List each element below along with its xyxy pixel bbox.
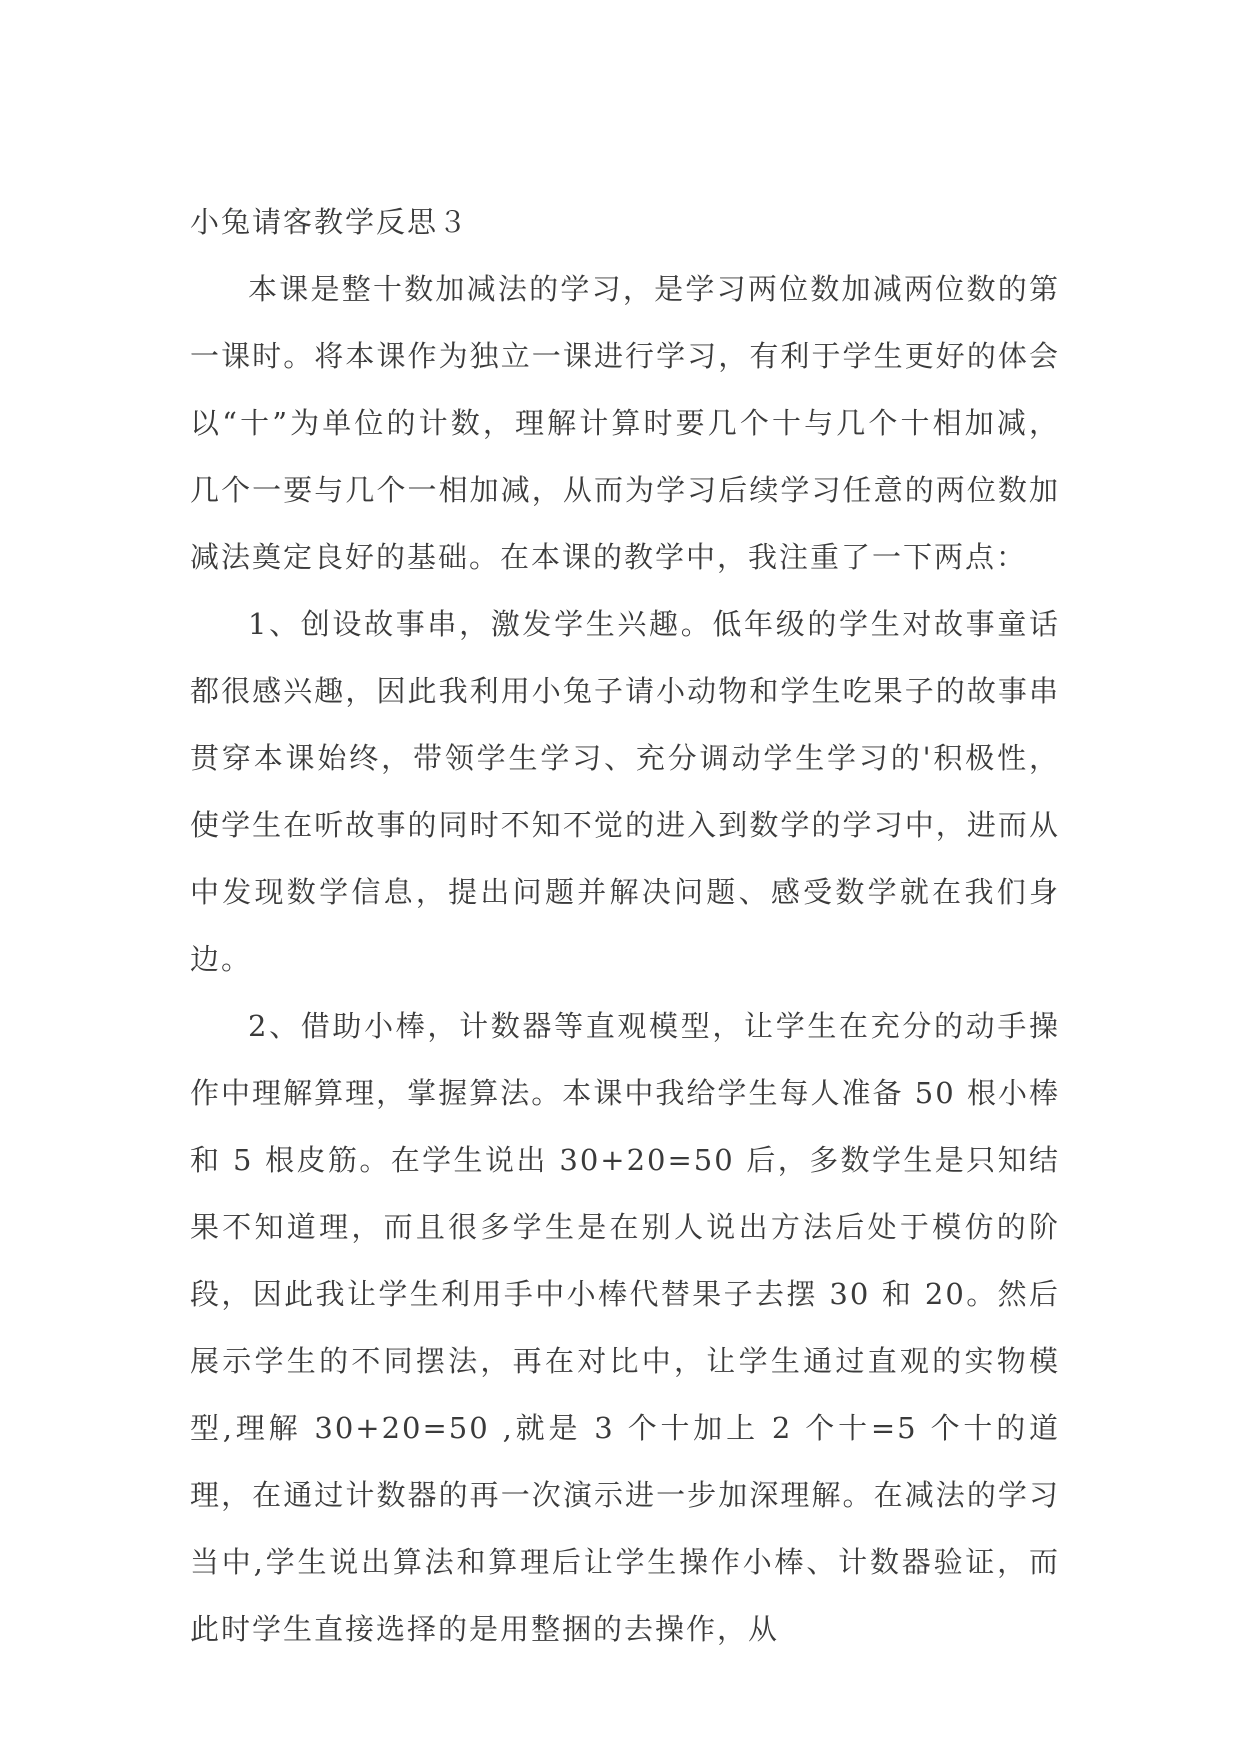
document-title: 小兔请客教学反思３ (190, 205, 470, 239)
paragraph-point-1: 1、创设故事串，激发学生兴趣。低年级的学生对故事童话都很感兴趣，因此我利用小兔子请小动物和学生吃果子的故事串贯穿本课始终，带领学生学习、充分调动学生学习的'积极性，使学生在听故事的同时不知不觉的进入到数学的学习中，进而从中发现数学信息，提出问题并解决问题、感受数学就在我们身边。 (190, 607, 1060, 976)
document-body (190, 189, 1060, 1663)
paragraph-point-2: 2、借助小棒，计数器等直观模型，让学生在充分的动手操作中理解算理，掌握算法。本课中我给学生每人准备 50 根小棒和 5 根皮筋。在学生说出 30+20=50 后，多数学生是只知结果不知道理，而且很多学生是在别人说出方法后处于模仿的阶段，因此我让学生利用手中小棒代替果子去摆 30 和 20。然后展示学生的不同摆法，再在对比中，让学生通过直观的实物模型,理解 30+20=50 ,就是 3 个十加上 2 个十=5 个十的道理，在通过计数器的再一次演示进一步加深理解。在减法的学习当中,学生说出算法和算理后让学生操作小棒、计数器验证，而此时学生直接选择的是用整捆的去操作，从 (190, 1009, 1060, 1646)
paragraph-intro: 本课是整十数加减法的学习，是学习两位数加减两位数的第一课时。将本课作为独立一课进行学习，有利于学生更好的体会以“十”为单位的计数，理解计算时要几个十与几个十相加减，几个一要与几个一相加减，从而为学习后续学习任意的两位数加减法奠定良好的基础。在本课的教学中，我注重了一下两点： (190, 272, 1060, 574)
